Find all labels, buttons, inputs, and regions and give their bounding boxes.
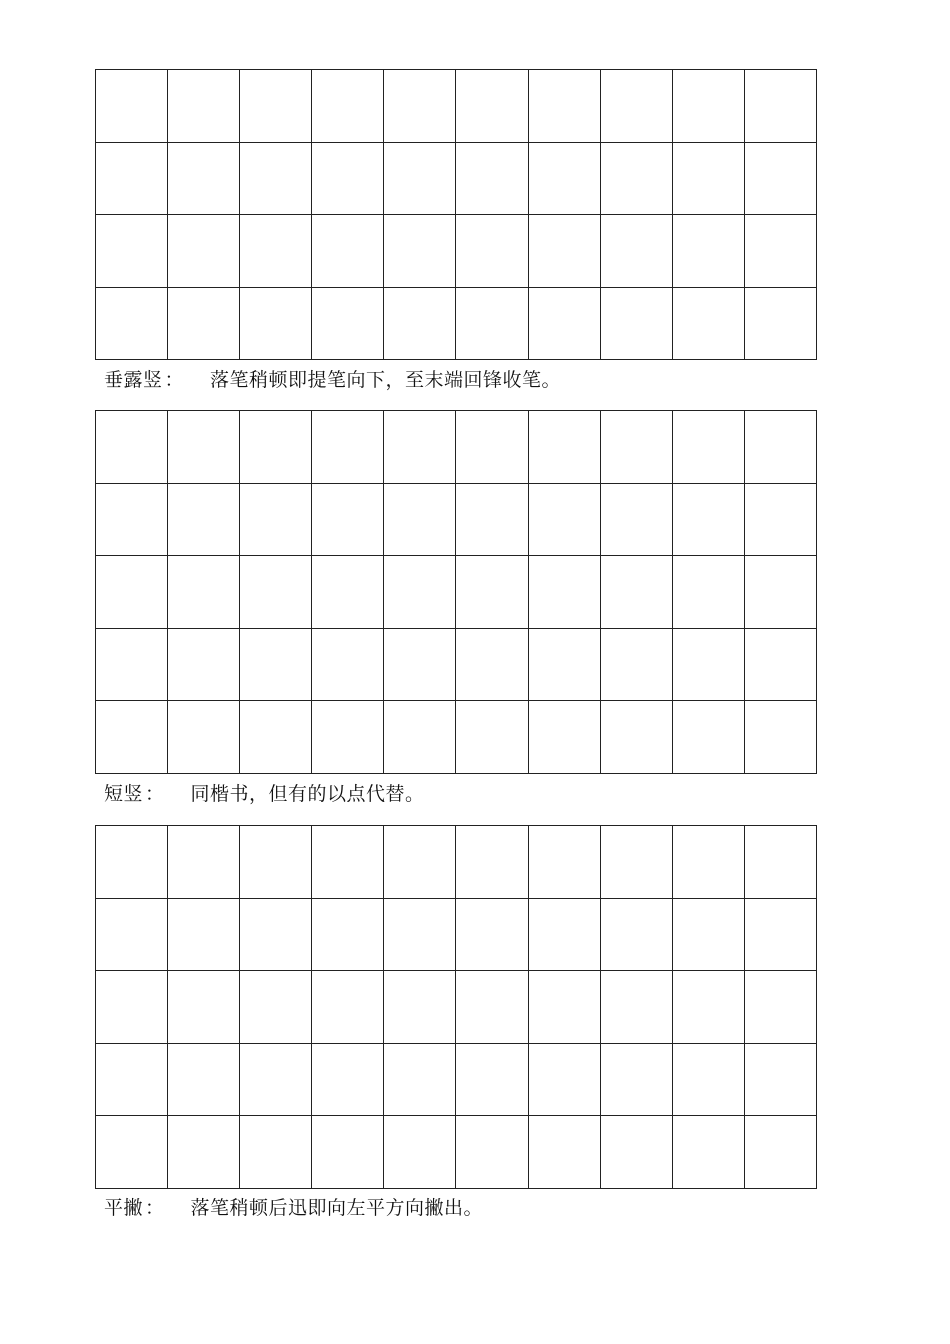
grid-cell (601, 215, 673, 288)
grid-cell (240, 288, 312, 361)
grid-cell (384, 629, 456, 702)
grid-cell (601, 1116, 673, 1189)
grid-cell (456, 826, 528, 899)
grid-cell (168, 701, 240, 774)
grid-cell (384, 288, 456, 361)
grid-cell (240, 215, 312, 288)
grid-cell (168, 629, 240, 702)
grid-cell (456, 701, 528, 774)
grid-cell (384, 556, 456, 629)
grid-cell (240, 411, 312, 484)
grid-cell (240, 1044, 312, 1117)
grid-cell (529, 629, 601, 702)
grid-cell (168, 143, 240, 216)
grid-cell (673, 411, 745, 484)
caption-colon: ： (145, 783, 165, 805)
grid-cell (384, 899, 456, 972)
grid-cell (240, 143, 312, 216)
grid-cell (96, 70, 168, 143)
grid-cell (312, 556, 384, 629)
grid-cell (96, 701, 168, 774)
grid-cell (96, 288, 168, 361)
grid-cell (673, 1044, 745, 1117)
grid-cell (312, 1116, 384, 1189)
grid-cell (745, 1044, 817, 1117)
grid-cell (529, 288, 601, 361)
grid-cell (529, 1044, 601, 1117)
grid-cell (96, 143, 168, 216)
stroke-description: 同楷书，但有的以点代替。 (190, 783, 425, 805)
grid-cell (601, 826, 673, 899)
grid-cell (240, 701, 312, 774)
grid-cell (456, 143, 528, 216)
grid-cell (312, 629, 384, 702)
grid-cell (529, 215, 601, 288)
grid-cell (168, 411, 240, 484)
grid-cell (96, 971, 168, 1044)
grid-cell (529, 143, 601, 216)
grid-cell (745, 701, 817, 774)
grid-cell (312, 899, 384, 972)
grid-cell (96, 826, 168, 899)
stroke-term: 垂露竖 (104, 369, 163, 391)
stroke-description: 落笔稍顿即提笔向下，至末端回锋收笔。 (210, 369, 562, 391)
grid-cell (456, 484, 528, 557)
grid-cell (384, 484, 456, 557)
grid-cell (96, 899, 168, 972)
grid-cell (384, 826, 456, 899)
practice-grid-1 (95, 69, 817, 360)
grid-cell (745, 826, 817, 899)
grid-cell (456, 70, 528, 143)
grid-cell (384, 1116, 456, 1189)
grid-cell (312, 484, 384, 557)
grid-cell (673, 143, 745, 216)
grid-cell (456, 629, 528, 702)
grid-cell (456, 1044, 528, 1117)
grid-cell (312, 971, 384, 1044)
grid-cell (673, 288, 745, 361)
grid-cell (96, 411, 168, 484)
grid-cell (240, 1116, 312, 1189)
grid-cell (529, 1116, 601, 1189)
grid-cell (745, 484, 817, 557)
grid-cell (168, 288, 240, 361)
grid-cell (529, 971, 601, 1044)
grid-cell (529, 411, 601, 484)
grid-cell (96, 629, 168, 702)
grid-cell (745, 143, 817, 216)
grid-cell (240, 826, 312, 899)
stroke-term: 短竖 (104, 783, 144, 805)
grid-cell (168, 1044, 240, 1117)
grid-cell (601, 1044, 673, 1117)
grid-cell (673, 556, 745, 629)
grid-cell (745, 215, 817, 288)
grid-cell (384, 143, 456, 216)
grid-cell (601, 484, 673, 557)
stroke-caption-1 (104, 368, 561, 392)
grid-cell (168, 215, 240, 288)
grid-cell (529, 70, 601, 143)
grid-cell (384, 701, 456, 774)
grid-cell (96, 215, 168, 288)
grid-cell (601, 288, 673, 361)
grid-cell (384, 411, 456, 484)
grid-cell (529, 701, 601, 774)
practice-grid-3 (95, 825, 817, 1189)
grid-cell (529, 484, 601, 557)
grid-cell (240, 70, 312, 143)
grid-cell (745, 971, 817, 1044)
grid-cell (312, 215, 384, 288)
grid-cell (673, 826, 745, 899)
grid-cell (168, 826, 240, 899)
grid-cell (312, 826, 384, 899)
grid-cell (745, 556, 817, 629)
grid-cell (601, 70, 673, 143)
grid-cell (312, 288, 384, 361)
grid-cell (456, 215, 528, 288)
grid-cell (384, 70, 456, 143)
practice-grid-2 (95, 410, 817, 774)
grid-cell (168, 1116, 240, 1189)
grid-cell (240, 556, 312, 629)
grid-cell (601, 701, 673, 774)
grid-cell (240, 971, 312, 1044)
grid-cell (673, 701, 745, 774)
grid-cell (312, 411, 384, 484)
grid-cell (529, 826, 601, 899)
grid-cell (312, 70, 384, 143)
grid-cell (673, 971, 745, 1044)
grid-cell (601, 143, 673, 216)
grid-cell (456, 1116, 528, 1189)
grid-cell (96, 556, 168, 629)
grid-cell (601, 556, 673, 629)
stroke-caption-2 (104, 782, 425, 806)
grid-cell (673, 215, 745, 288)
grid-cell (240, 484, 312, 557)
grid-cell (96, 484, 168, 557)
grid-cell (456, 411, 528, 484)
grid-cell (673, 484, 745, 557)
grid-cell (456, 971, 528, 1044)
grid-cell (745, 1116, 817, 1189)
grid-cell (601, 629, 673, 702)
grid-cell (673, 629, 745, 702)
grid-cell (745, 899, 817, 972)
grid-cell (168, 899, 240, 972)
grid-cell (601, 971, 673, 1044)
grid-cell (168, 556, 240, 629)
grid-cell (529, 556, 601, 629)
grid-cell (168, 70, 240, 143)
grid-cell (456, 556, 528, 629)
stroke-term: 平撇 (104, 1197, 144, 1219)
grid-cell (312, 143, 384, 216)
grid-cell (673, 70, 745, 143)
grid-cell (745, 629, 817, 702)
grid-cell (384, 971, 456, 1044)
grid-cell (456, 899, 528, 972)
grid-cell (312, 701, 384, 774)
grid-cell (456, 288, 528, 361)
grid-cell (601, 411, 673, 484)
grid-cell (312, 1044, 384, 1117)
grid-cell (384, 1044, 456, 1117)
grid-cell (96, 1044, 168, 1117)
stroke-caption-3 (104, 1196, 483, 1220)
grid-cell (673, 899, 745, 972)
grid-cell (673, 1116, 745, 1189)
caption-colon: ： (145, 1197, 165, 1219)
grid-cell (240, 629, 312, 702)
grid-cell (745, 411, 817, 484)
grid-cell (240, 899, 312, 972)
grid-cell (745, 70, 817, 143)
grid-cell (168, 484, 240, 557)
stroke-description: 落笔稍顿后迅即向左平方向撇出。 (190, 1197, 484, 1219)
grid-cell (601, 899, 673, 972)
grid-cell (745, 288, 817, 361)
caption-colon: ： (164, 369, 185, 391)
grid-cell (384, 215, 456, 288)
grid-cell (168, 971, 240, 1044)
grid-cell (529, 899, 601, 972)
grid-cell (96, 1116, 168, 1189)
